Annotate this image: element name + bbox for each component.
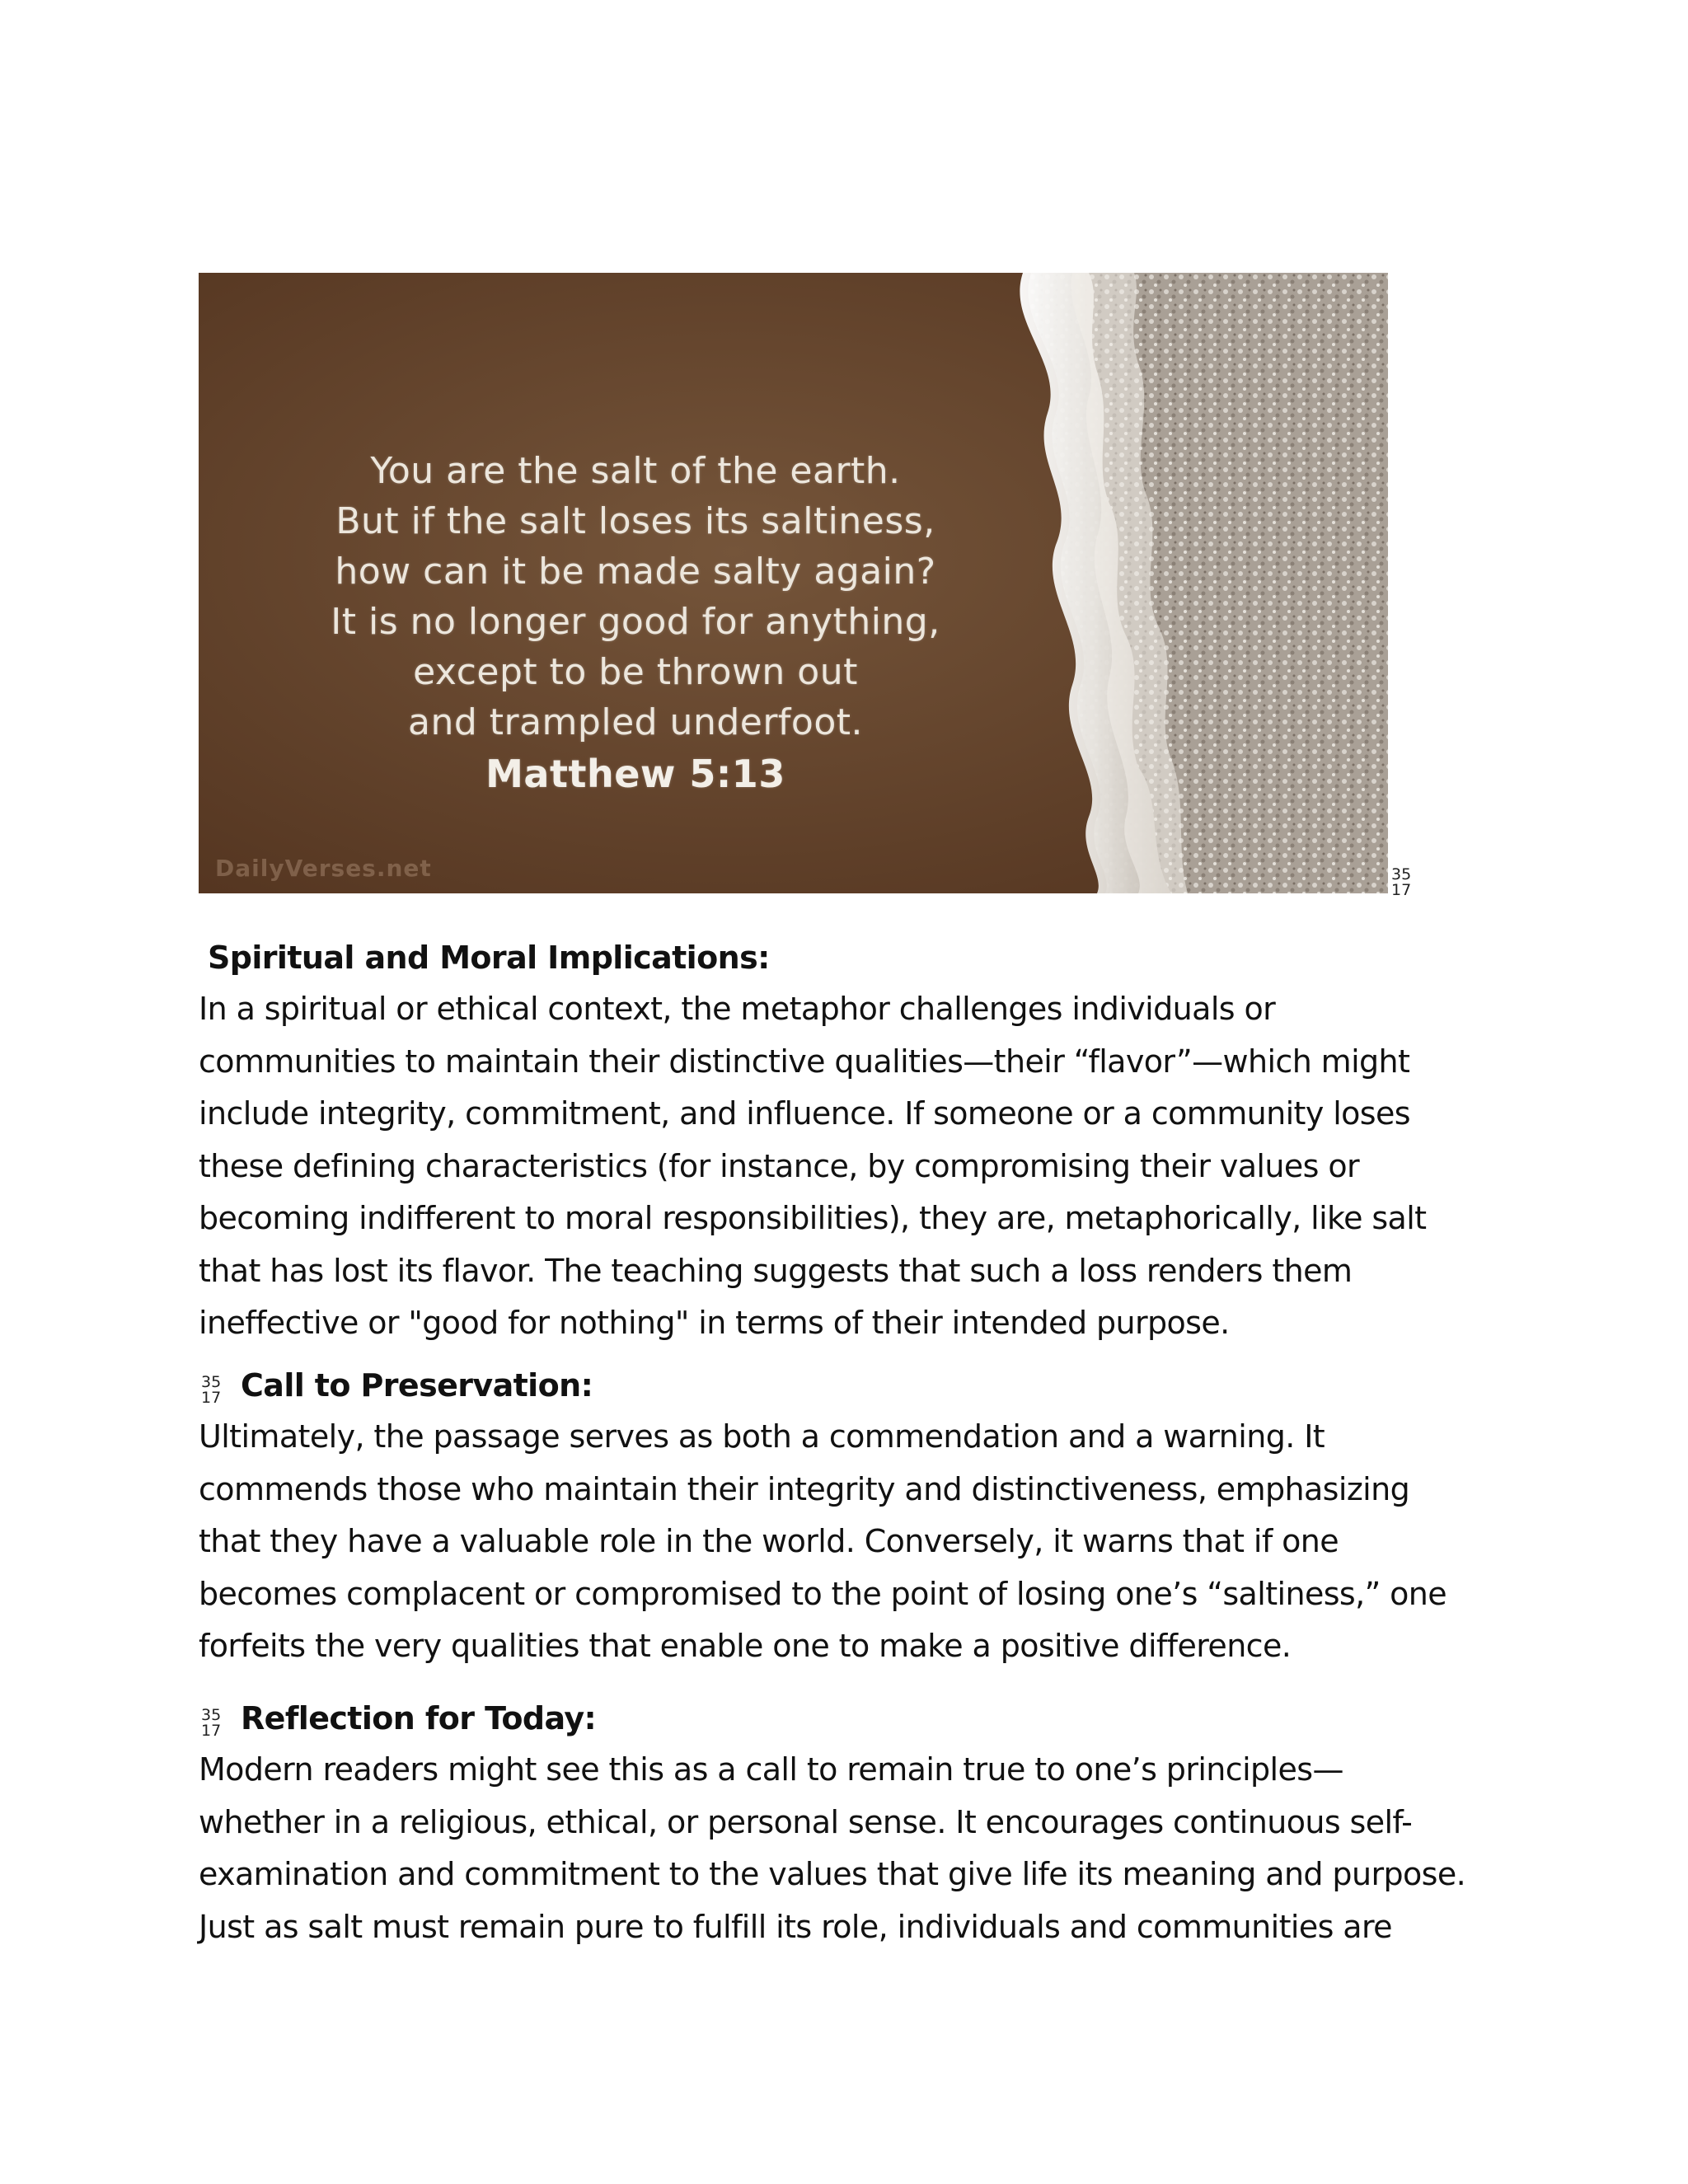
paragraph-line: commends those who maintain their integrity and distinctiveness, emphasizing	[199, 1470, 1410, 1507]
section-heading: Reflection for Today:	[241, 1700, 597, 1736]
paragraph-line: becoming indifferent to moral responsibilities), they are, metaphorically, like salt	[199, 1200, 1427, 1236]
verse-reference: Matthew 5:13	[485, 752, 785, 796]
fraction-top: 35	[1391, 865, 1412, 883]
paragraph-line: In a spiritual or ethical context, the metaphor challenges individuals or	[199, 991, 1276, 1027]
paragraph-line: examination and commitment to the values that give life its meaning and purpose.	[199, 1856, 1466, 1892]
section-paragraph	[199, 1744, 1484, 1953]
paragraph-line: these defining characteristics (for instance, by compromising their values or	[199, 1147, 1360, 1184]
quote-line: You are the salt of the earth.	[370, 450, 901, 492]
section-heading: Call to Preservation:	[241, 1367, 593, 1404]
fraction-marker	[1391, 867, 1411, 898]
fraction-marker	[201, 1375, 221, 1406]
quote-line: But if the salt loses its saltiness,	[335, 500, 935, 542]
image-watermark: DailyVerses.net	[215, 855, 432, 882]
paragraph-line: whether in a religious, ethical, or personal sense. It encourages continuous self-	[199, 1803, 1413, 1840]
paragraph-line: communities to maintain their distinctive qualities—their “flavor”—which might	[199, 1043, 1410, 1080]
quote-line: except to be thrown out	[413, 651, 858, 693]
fraction-marker	[201, 1708, 221, 1739]
section-paragraph	[199, 1411, 1484, 1673]
paragraph-line: ineffective or "good for nothing" in terms of their intended purpose.	[199, 1305, 1230, 1341]
section-heading: Spiritual and Moral Implications:	[208, 940, 770, 976]
quote-line: It is no longer good for anything,	[331, 601, 940, 643]
fraction-bottom: 17	[1391, 881, 1412, 899]
paragraph-line: Modern readers might see this as a call to remain true to one’s principles—	[199, 1751, 1343, 1788]
paragraph-line: that has lost its flavor. The teaching suggests that such a loss renders them	[199, 1252, 1353, 1289]
paragraph-line: forfeits the very qualities that enable one to make a positive difference.	[199, 1628, 1292, 1664]
quote-line: how can it be made salty again?	[335, 551, 936, 593]
fraction-top: 35	[201, 1373, 222, 1391]
fraction-bottom: 17	[201, 1722, 222, 1740]
paragraph-line: Ultimately, the passage serves as both a commendation and a warning. It	[199, 1418, 1325, 1455]
fraction-bottom: 17	[201, 1389, 222, 1407]
quote-line: and trampled underfoot.	[407, 701, 863, 743]
section-paragraph	[199, 983, 1484, 1350]
fraction-top: 35	[201, 1706, 222, 1724]
verse-quote	[273, 446, 998, 799]
paragraph-line: Just as salt must remain pure to fulfill its role, individuals and communities are	[199, 1908, 1392, 1945]
verse-image	[199, 273, 1388, 893]
paragraph-line: include integrity, commitment, and influence. If someone or a community loses	[199, 1095, 1410, 1132]
paragraph-line: that they have a valuable role in the world. Conversely, it warns that if one	[199, 1523, 1339, 1559]
paragraph-line: becomes complacent or compromised to the point of losing one’s “saltiness,” one	[199, 1575, 1447, 1612]
